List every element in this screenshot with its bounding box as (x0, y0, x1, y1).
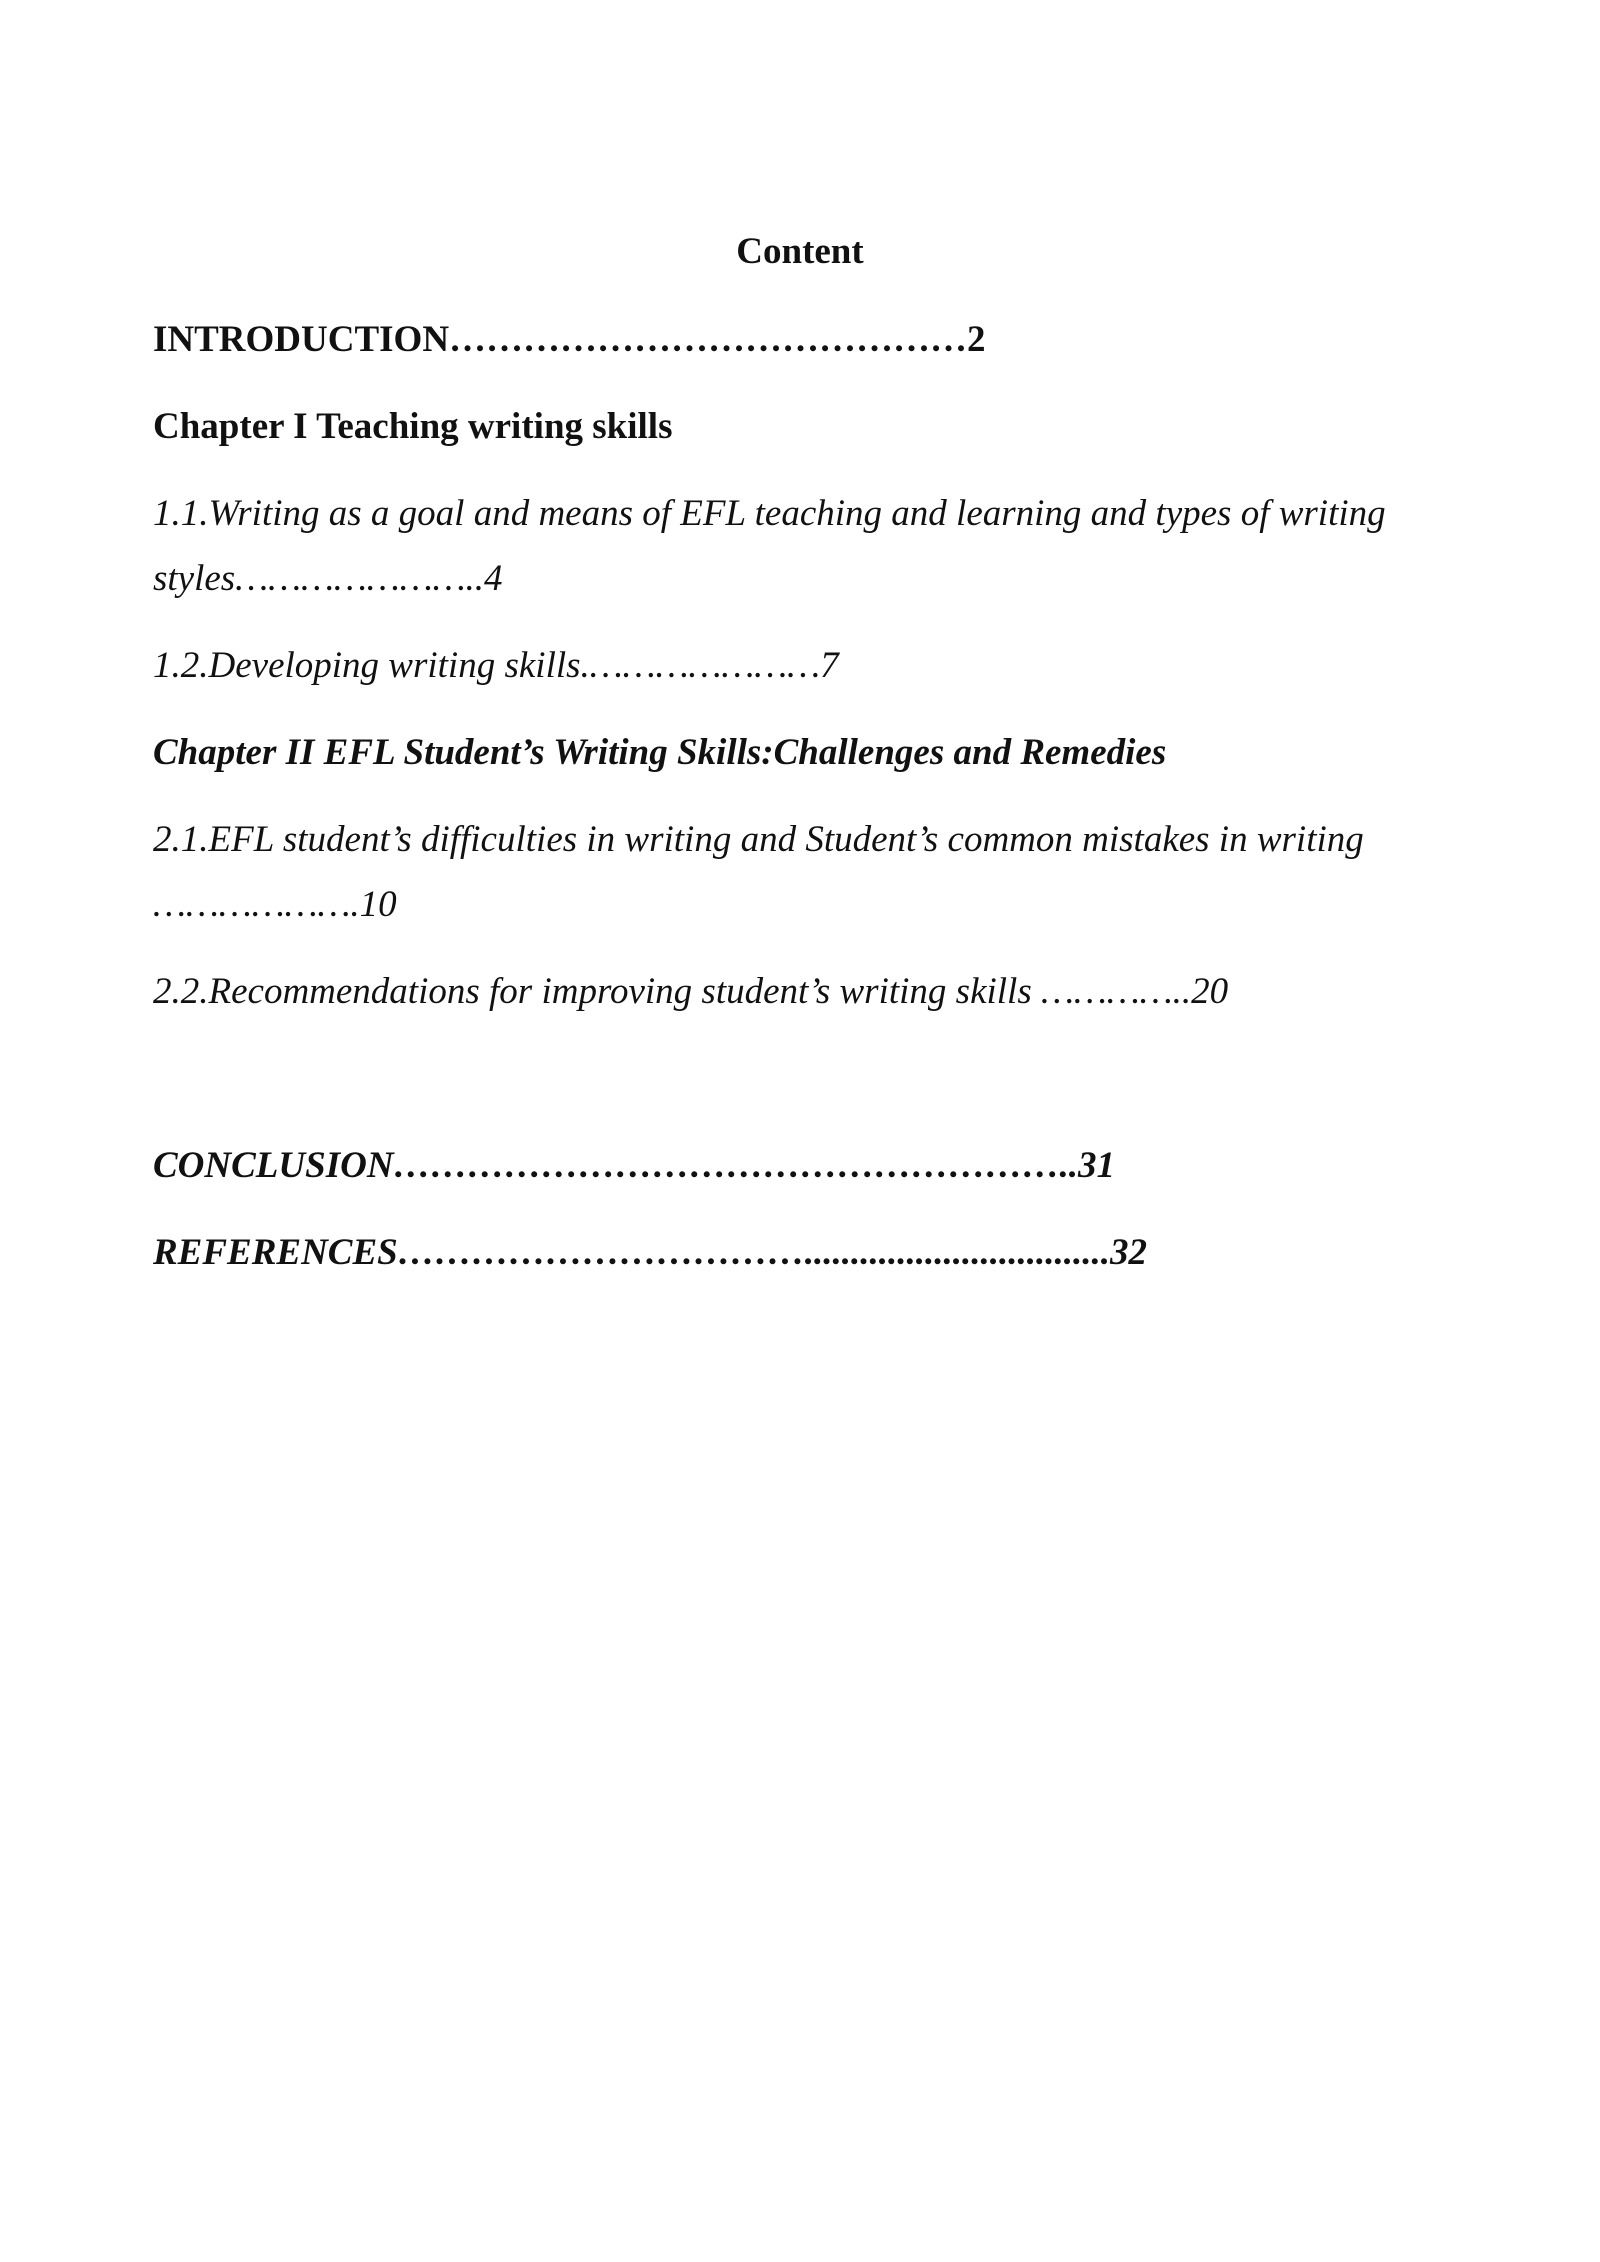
toc-entry-references: REFERENCES…………………………….................................32 (153, 1232, 1147, 1273)
toc-entry-1-2: 1.2.Developing writing skills.…………………7 (153, 645, 839, 686)
toc-entry-introduction: INTRODUCTION……………………………………2 (153, 319, 986, 360)
toc-entry-2-1-line-1: 2.1.EFL student’s difficulties in writing and Student’s common mistakes in writing (153, 819, 1364, 860)
page-title: Content (736, 231, 864, 272)
toc-chapter-1-heading: Chapter I Teaching writing skills (153, 406, 673, 447)
toc-chapter-2-heading: Chapter II EFL Student’s Writing Skills:Challenges and Remedies (153, 732, 1167, 773)
toc-entry-2-2: 2.2.Recommendations for improving student’s writing skills …………..20 (153, 971, 1229, 1012)
toc-entry-conclusion: CONCLUSION………………………………………………..31 (153, 1145, 1116, 1186)
toc-entry-1-1-line-2: styles…………………..4 (153, 558, 503, 599)
toc-entry-2-1-line-2: ……………….10 (153, 884, 397, 925)
toc-entry-1-1-line-1: 1.1.Writing as a goal and means of EFL teaching and learning and types of writing (153, 493, 1386, 534)
